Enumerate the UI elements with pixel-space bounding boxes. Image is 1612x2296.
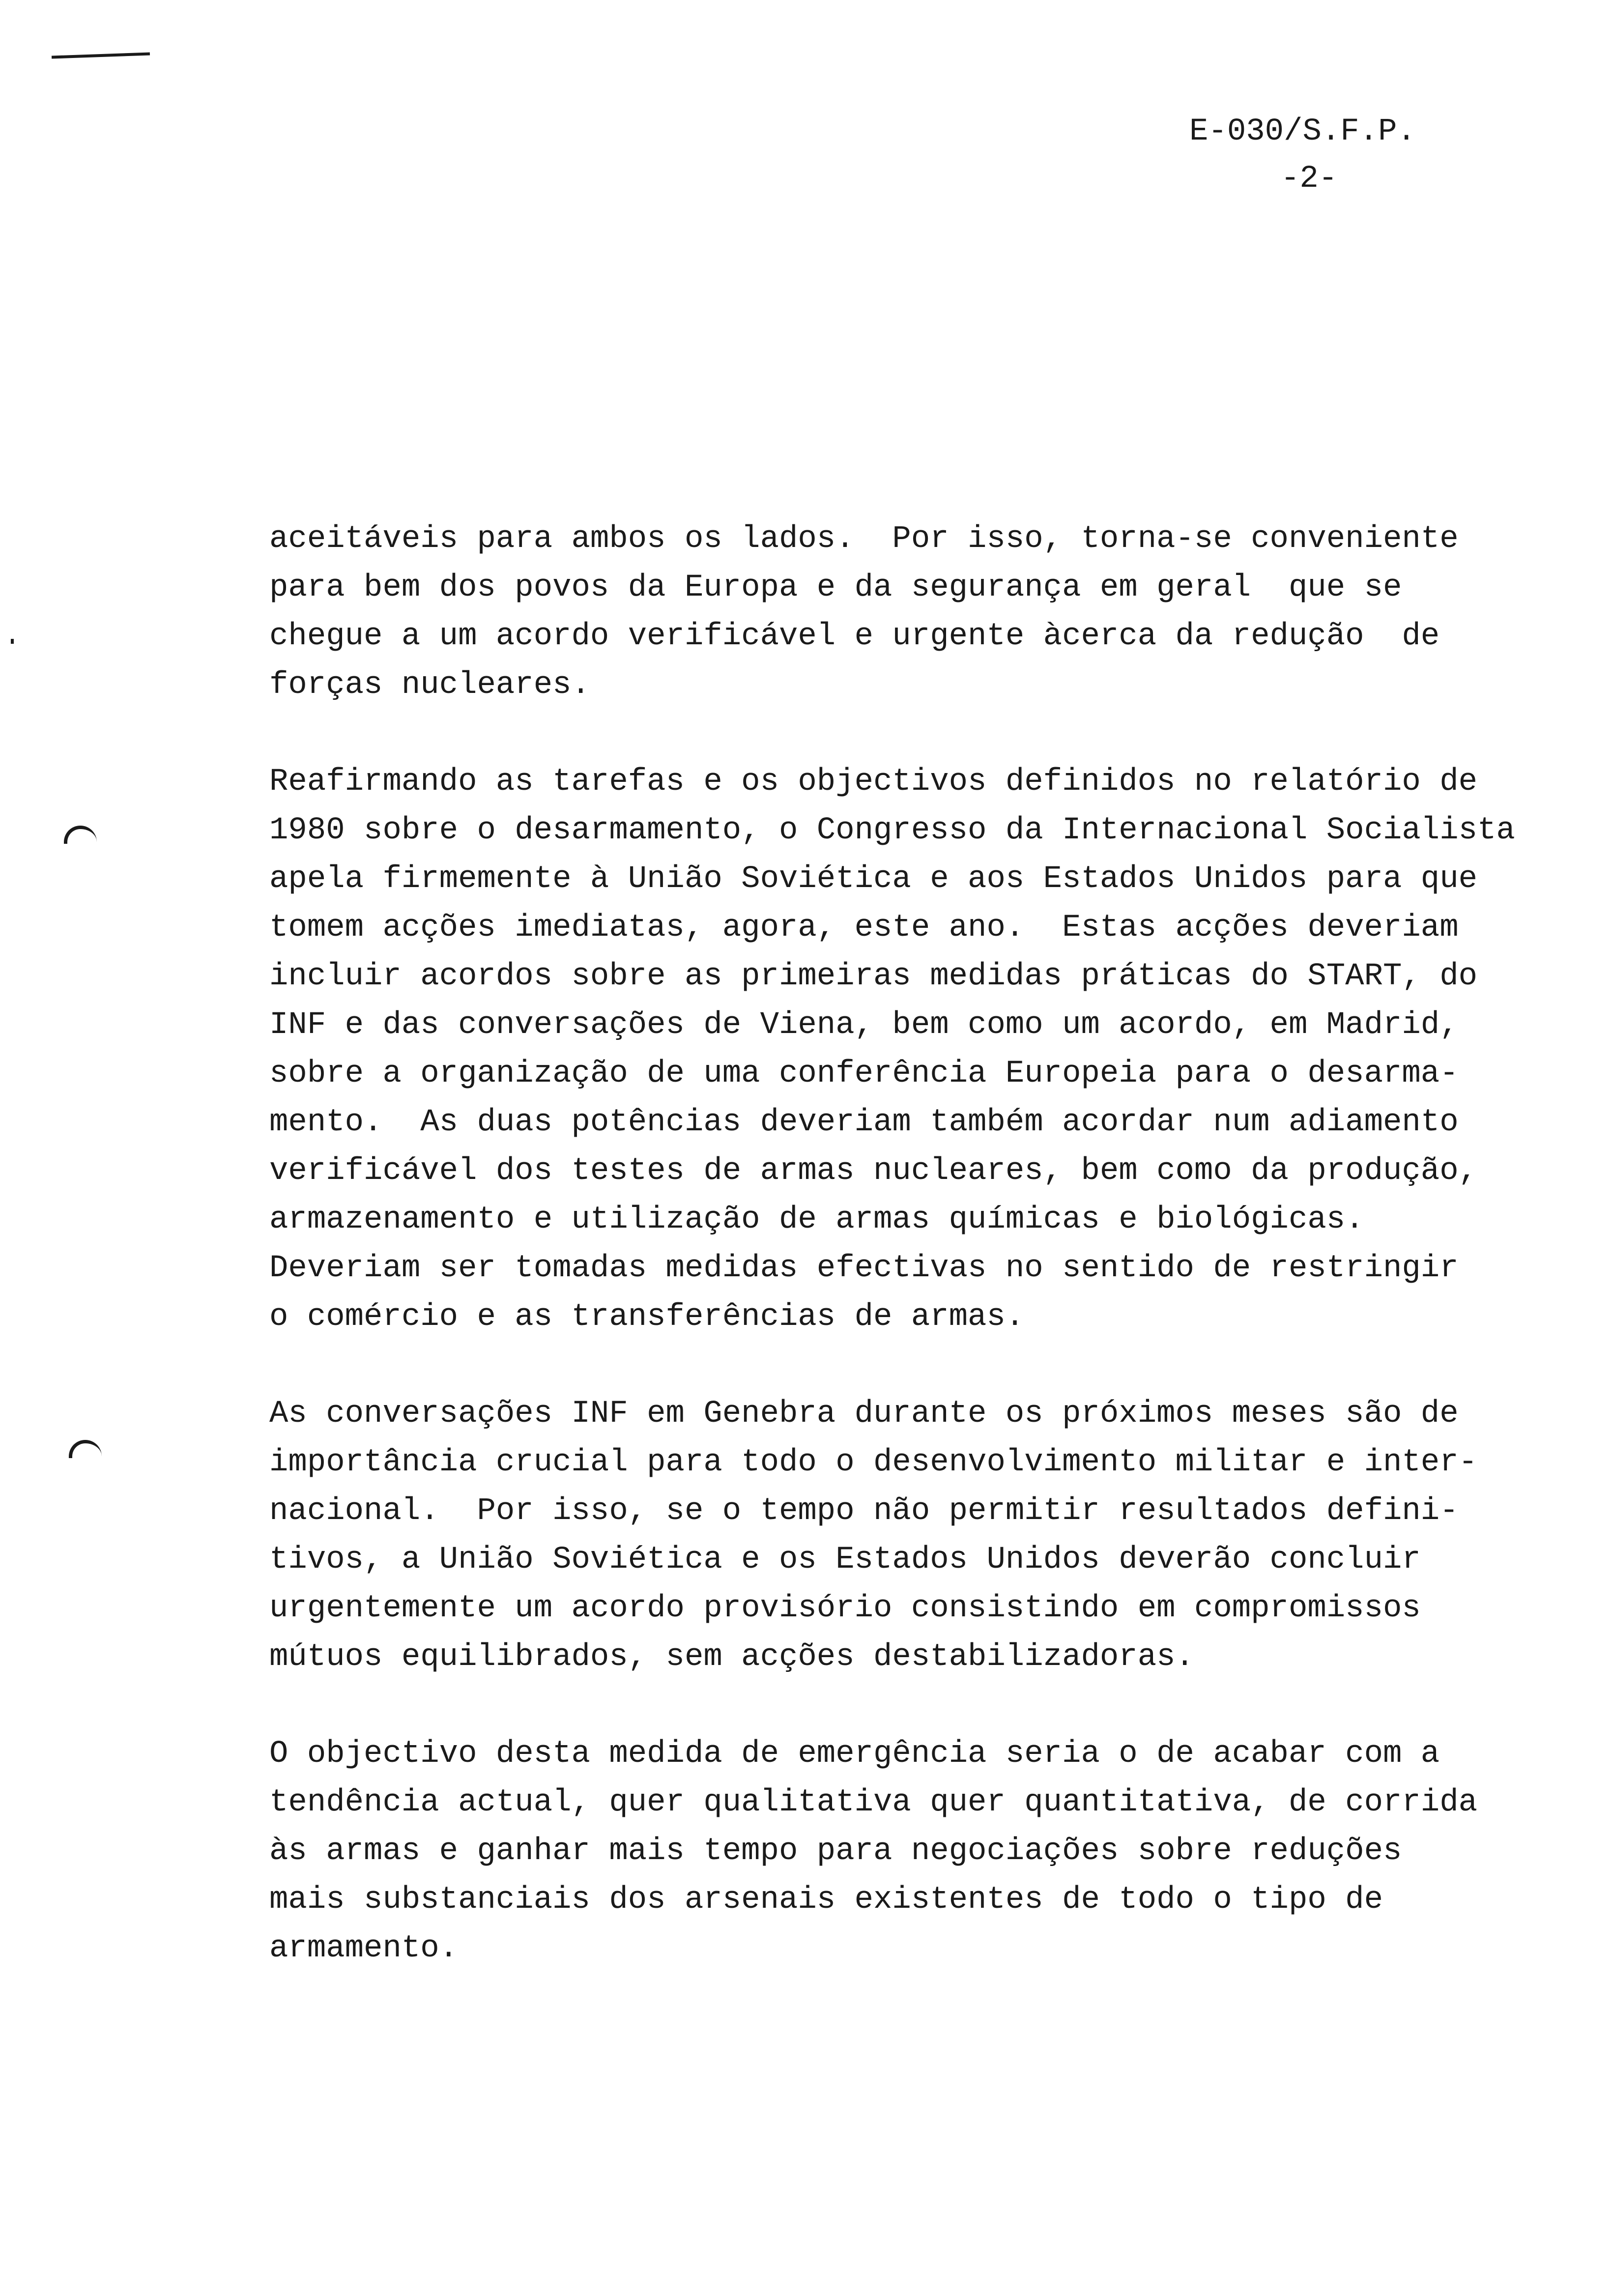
hole-punch-mark-upper [64, 826, 97, 844]
document-reference: E-030/S.F.P. [1189, 114, 1416, 149]
text-line: às armas e ganhar mais tempo para negociações sobre reduções [269, 1834, 1402, 1869]
text-line: mútuos equilibrados, sem acções destabilizadoras. [269, 1639, 1194, 1675]
text-line: para bem dos povos da Europa e da segurança em geral que se [269, 570, 1402, 605]
paragraph [269, 1730, 1586, 1973]
text-line: tomem acções imediatas, agora, este ano. Estas acções deveriam [269, 910, 1459, 946]
text-line: Reafirmando as tarefas e os objectivos definidos no relatório de [269, 764, 1477, 800]
paragraph [269, 515, 1586, 710]
text-line: verificável dos testes de armas nucleares, bem como da produção, [269, 1153, 1477, 1189]
text-line: o comércio e as transferências de armas. [269, 1299, 1025, 1335]
text-line: Deveriam ser tomadas medidas efectivas no sentido de restringir [269, 1251, 1459, 1286]
text-line: As conversações INF em Genebra durante os próximos meses são de [269, 1396, 1459, 1432]
text-line: O objectivo desta medida de emergência seria o de acabar com a [269, 1736, 1440, 1772]
page-number: -2- [1281, 161, 1338, 197]
text-line: apela firmemente à União Soviética e aos Estados Unidos para que [269, 861, 1477, 897]
text-line: chegue a um acordo verificável e urgente àcerca da redução de [269, 619, 1440, 654]
hole-punch-mark-lower [69, 1440, 102, 1458]
text-line: urgentemente um acordo provisório consistindo em compromissos [269, 1591, 1421, 1626]
page-header [1189, 108, 1465, 202]
text-line: mais substanciais dos arsenais existentes de todo o tipo de [269, 1882, 1383, 1918]
paragraph [269, 758, 1586, 1342]
text-line: forças nucleares. [269, 667, 590, 703]
text-line: incluir acordos sobre as primeiras medidas práticas do START, do [269, 959, 1477, 994]
scan-mark-top-left [52, 53, 150, 59]
document-body [269, 515, 1586, 2021]
text-line: sobre a organização de uma conferência Europeia para o desarma- [269, 1056, 1459, 1091]
text-line: armazenamento e utilização de armas químicas e biológicas. [269, 1202, 1364, 1237]
text-line: aceitáveis para ambos os lados. Por isso, torna-se conveniente [269, 521, 1459, 557]
text-line: nacional. Por isso, se o tempo não permitir resultados defini- [269, 1493, 1459, 1529]
scan-speck-left [11, 639, 14, 644]
text-line: INF e das conversações de Viena, bem como um acordo, em Madrid, [269, 1007, 1459, 1043]
text-line: importância crucial para todo o desenvolvimento militar e inter- [269, 1445, 1477, 1480]
text-line: mento. As duas potências deveriam também acordar num adiamento [269, 1105, 1459, 1140]
paragraph [269, 1390, 1586, 1682]
text-line: 1980 sobre o desarmamento, o Congresso da Internacional Socialista [269, 813, 1515, 848]
text-line: tivos, a União Soviética e os Estados Unidos deverão concluir [269, 1542, 1421, 1578]
text-line: armamento. [269, 1931, 459, 1966]
text-line: tendência actual, quer qualitativa quer quantitativa, de corrida [269, 1785, 1477, 1820]
